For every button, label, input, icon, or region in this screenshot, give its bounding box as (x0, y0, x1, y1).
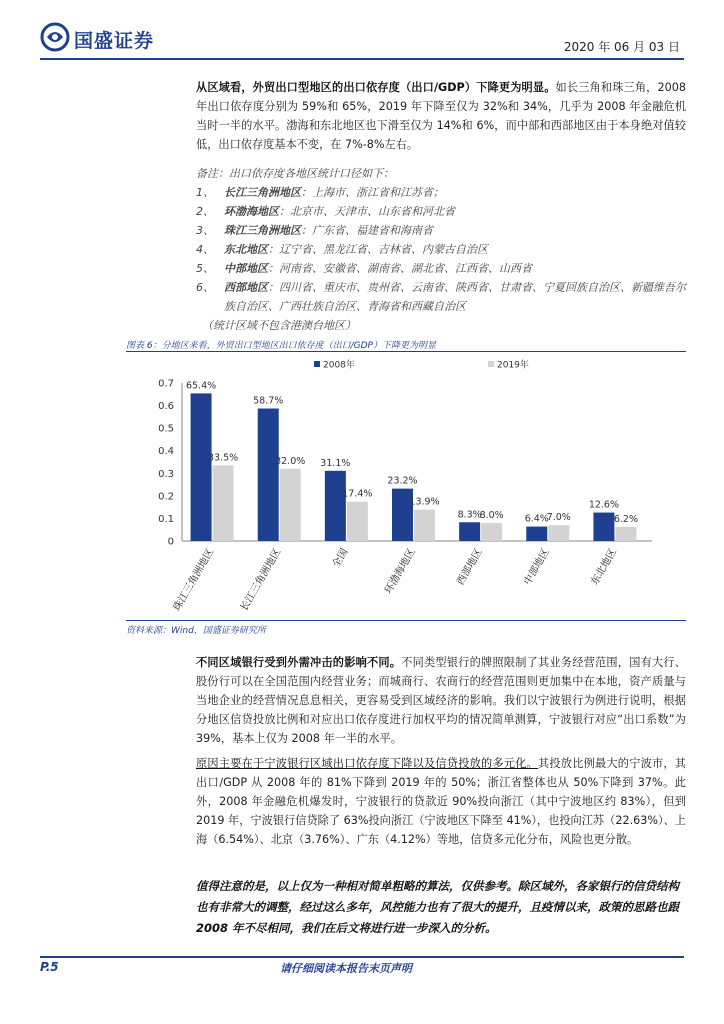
bar-chart (126, 355, 686, 617)
note-text (224, 183, 444, 202)
note-region-desc: ：河南省、安徽省、湖南省、湖北省、江西省、山西省 (268, 262, 532, 275)
figure-source: 资料来源：Wind，国盛证券研究所 (126, 626, 266, 636)
company-logo-icon (40, 22, 70, 52)
data-label: 13.9% (409, 496, 440, 508)
note-item (196, 240, 686, 259)
data-label: 12.6% (588, 499, 620, 511)
note-region-name: 珠江三角洲地区 (224, 224, 301, 237)
data-label: 6.2% (613, 514, 638, 526)
paragraph-body: 其投放比例最大的宁波市，其出口/GDP 从 2008 年的 81%下降到 2019 年的 50%；浙江省整体也从 50%下降到 37%。此外，2008 年金融危机爆发时，宁波银行的贷款近 90%投向浙江（其中宁波地区约 83%），但到 2019 年，宁波银行信贷除了 63%投向浙江（宁波地区下降至 41%），也投向江苏（22.63%）、上海（6.54%）、北京（3.76%）、广东（4.12%）等地，信贷多元化分布，风险也更分散。 (196, 757, 686, 846)
note-region-desc: ：四川省、重庆市、贵州省、云南省、陕西省、甘肃省、宁夏回族自治区、新疆维吾尔族自治区、广西壮族自治区、青海省和西藏自治区 (224, 281, 686, 313)
data-label: 7.0% (546, 512, 571, 524)
note-text (224, 259, 532, 278)
paragraph-export-dependency (196, 78, 686, 154)
paragraph-body: 如长三角和珠三角，2008 年出口依存度分别为 59%和 65%，2019 年下降至仅为 32%和 34%，几乎为 2008 年金融危机当时一半的水平。渤海和东北地区也下滑至仅为 14%和 6%，而中部和西部地区由于本身绝对值较低，出口依存度基本不变，在 7%-8%左右。 (196, 81, 686, 151)
paragraph-lead: 从区域看，外贸出口型地区的出口依存度（出口/GDP）下降更为明显。 (196, 81, 556, 94)
note-number: 1、 (196, 186, 214, 199)
x-tick-label: 全国 (330, 547, 351, 570)
note-text (224, 240, 488, 259)
company-logo-text: 国盛证券 (74, 30, 155, 52)
x-tick-label: 西部地区 (455, 547, 485, 588)
x-tick-label: 环渤海地区 (383, 547, 418, 596)
page-number: P.5 (40, 960, 59, 974)
paragraph-regional-banks (196, 653, 686, 748)
data-label: 31.1% (320, 457, 351, 469)
note-region-name: 西部地区 (224, 281, 268, 294)
x-tick-label: 长江三角洲地区 (238, 547, 284, 614)
y-tick-label: 0.7 (158, 378, 174, 390)
data-label: 65.4% (185, 380, 217, 392)
paragraph-lead: 原因主要在于宁波银行区域出口依存度下降以及信贷投放的多元化。 (196, 757, 538, 770)
data-label: 23.2% (387, 475, 418, 487)
data-label: 6.4% (524, 513, 549, 525)
bar-2019 (280, 469, 301, 541)
note-text (224, 221, 433, 240)
note-number: 2、 (196, 205, 214, 218)
bar-2019 (481, 523, 502, 541)
paragraph-lead: 不同区域银行受到外需冲击的影响不同。 (196, 656, 402, 669)
note-region-desc: ：辽宁省、黑龙江省、吉林省、内蒙古自治区 (268, 243, 488, 256)
y-tick-label: 0.2 (158, 491, 174, 503)
note-region-desc: ：广东省、福建省和海南省 (301, 224, 433, 237)
footer-disclaimer: 请仔细阅读本报告末页声明 (280, 962, 412, 975)
data-label: 8.0% (479, 509, 504, 521)
bar-2008 (593, 513, 614, 541)
data-label: 58.7% (253, 395, 284, 407)
legend-swatch (314, 361, 320, 367)
note-number: 5、 (196, 262, 214, 275)
note-number: 3、 (196, 224, 214, 237)
x-tick-label: 中部地区 (522, 547, 552, 588)
y-tick-label: 0.5 (158, 423, 174, 435)
report-date: 2020 年 06 月 03 日 (563, 40, 680, 54)
y-tick-label: 0.1 (158, 513, 174, 525)
note-number: 6、 (196, 281, 214, 294)
paragraph-body: 不同类型银行的牌照限制了其业务经营范围，国有大行、股份行可以在全国范围内经营业务；而城商行、农商行的经营范围则更加集中在本地，资产质量与当地企业的经营情况息息相关，更容易受到区域经济的影响。我们以宁波银行为例进行说明，根据分地区信贷投放比例和对应出口依存度进行加权平均的情况简单测算，宁波银行对应“出口系数”为 39%，基本上仅为 2008 年一半的水平。 (196, 656, 686, 745)
closing-note: 值得注意的是，以上仅为一种相对简单粗略的算法，仅供参考。除区域外，各家银行的信贷结构也有非常大的调整，经过这么多年，风控能力也有了很大的提升，且疫情以来，政策的思路也跟 2008 年不尽相同，我们在后文将进行进一步深入的分析。 (196, 879, 679, 935)
note-region-desc: ：上海市、浙江省和江苏省； (301, 186, 444, 199)
note-region-name: 长江三角洲地区 (224, 186, 301, 199)
legend-label: 2019年 (497, 360, 529, 371)
bar-2008 (258, 409, 279, 541)
legend-label: 2008年 (323, 360, 355, 371)
y-tick-label: 0.3 (158, 468, 174, 480)
data-label: 17.4% (342, 488, 373, 500)
note-item (196, 202, 686, 221)
bar-2008 (459, 522, 480, 541)
header-divider (40, 58, 684, 60)
bar-2008 (191, 393, 212, 541)
note-text (224, 278, 686, 316)
figure-caption: 图表 6：分地区来看，外贸出口型地区出口依存度（出口/GDP）下降更为明显 (126, 341, 436, 351)
bar-2019 (615, 527, 636, 541)
note-region-name: 东北地区 (224, 243, 268, 256)
notes-list (196, 183, 686, 316)
footer-divider (40, 956, 684, 958)
figure-top-rule (126, 351, 686, 352)
y-tick-label: 0 (167, 536, 174, 548)
legend-swatch (488, 361, 494, 367)
figure-bottom-rule (126, 620, 686, 621)
bar-2019 (548, 525, 569, 541)
note-text (224, 202, 455, 221)
x-tick-label: 珠江三角洲地区 (171, 547, 217, 614)
note-item (196, 183, 686, 202)
x-tick-label: 东北地区 (589, 547, 620, 588)
note-item (196, 221, 686, 240)
bar-2008 (325, 471, 346, 541)
bar-2019 (414, 510, 435, 541)
data-label: 33.5% (207, 452, 239, 464)
bar-2008 (526, 527, 547, 541)
notes-block (196, 164, 686, 335)
notes-footnote: （统计区域不包含港澳台地区） (202, 319, 356, 332)
paragraph-ningbo-reason (196, 754, 686, 849)
bar-2019 (347, 502, 368, 541)
data-label: 8.3% (457, 509, 482, 521)
note-number: 4、 (196, 243, 214, 256)
bar-2019 (213, 465, 234, 541)
notes-title: 备注：出口依存度各地区统计口径如下： (196, 167, 394, 180)
note-item (196, 278, 686, 316)
note-item (196, 259, 686, 278)
y-tick-label: 0.6 (158, 401, 174, 413)
note-region-name: 环渤海地区 (224, 205, 279, 218)
note-region-name: 中部地区 (224, 262, 268, 275)
data-label: 32.0% (275, 455, 306, 467)
note-region-desc: ：北京市、天津市、山东省和河北省 (279, 205, 455, 218)
y-tick-label: 0.4 (158, 446, 174, 458)
